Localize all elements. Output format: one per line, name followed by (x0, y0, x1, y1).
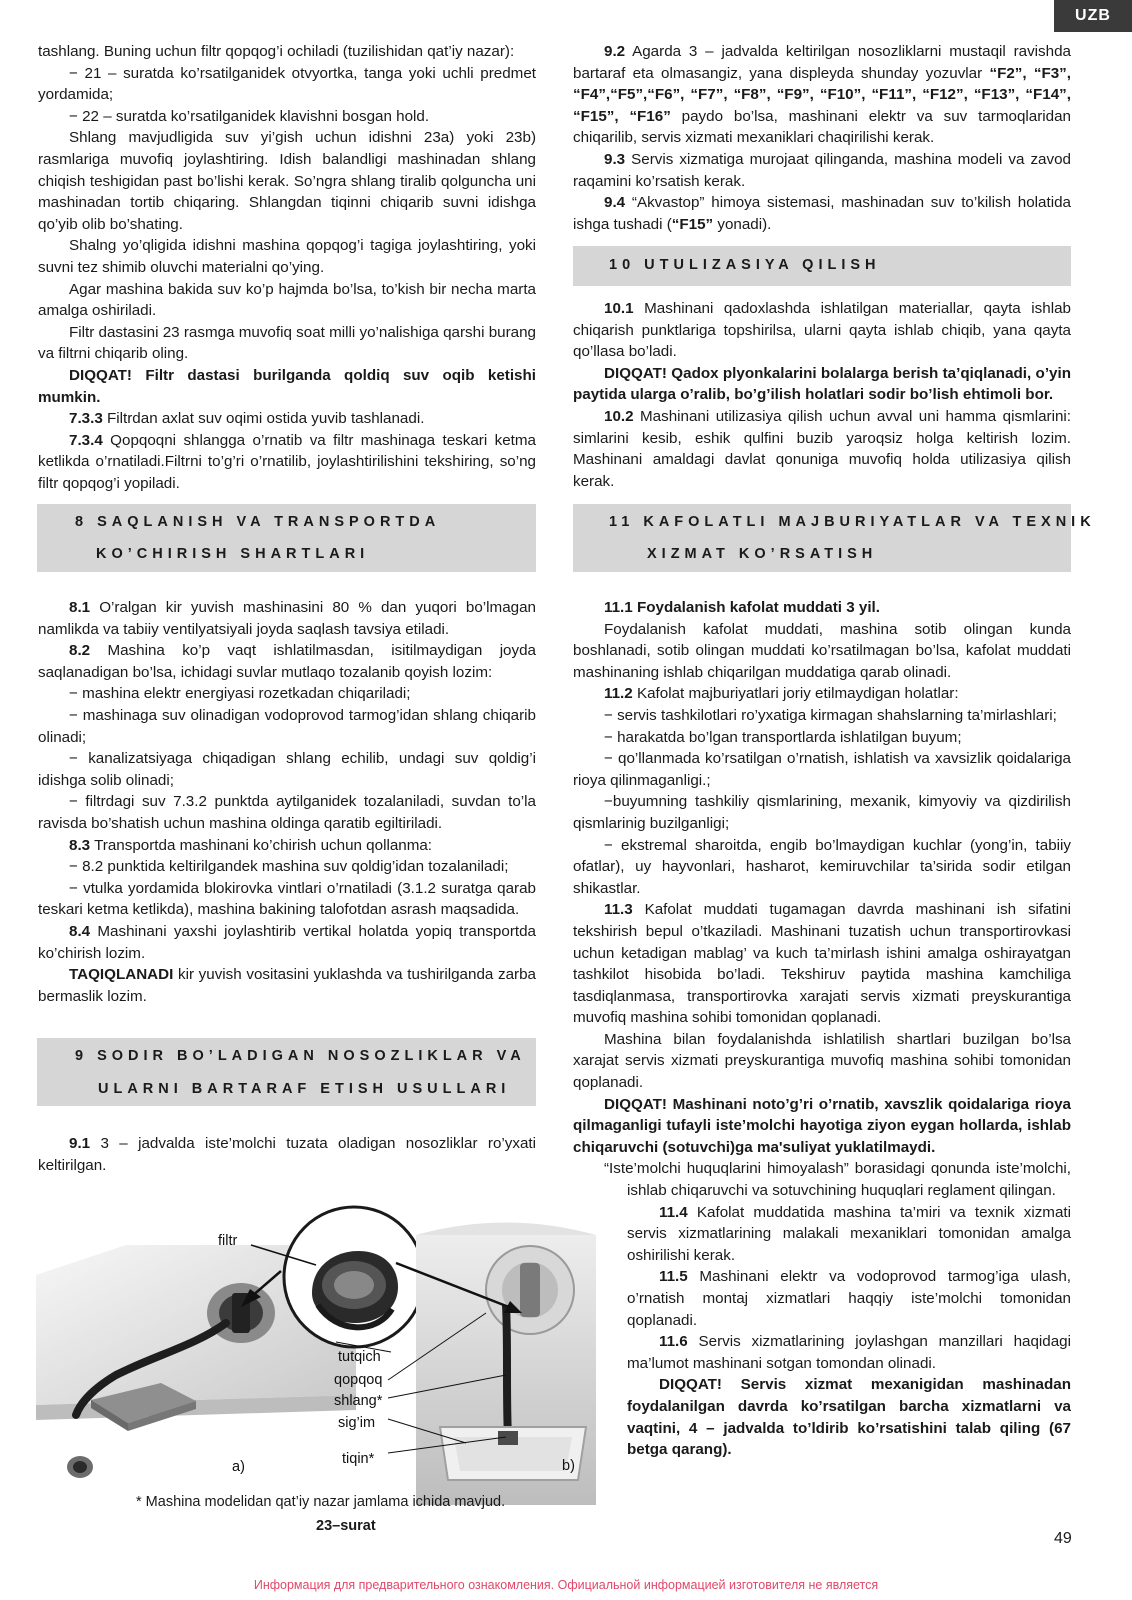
paragraph: Foydalanish kafolat muddati, mashina sotib olingan kunda boshlanadi, sotib olingan muddati ko’rsatilmagan bo’lsa, kafolat muddati mashinaning ishlab chiqarilgan muddatiga qarab olinadi. (573, 620, 1071, 681)
label-sigim: sig’im (338, 1415, 376, 1431)
clause-number: 8.4 (69, 922, 91, 940)
list-item: − 22 – suratda ko’rsatilganidek klavishni bosgan hold. (69, 107, 430, 125)
left-top-text (38, 41, 536, 494)
warning-paragraph: DIQQAT! Filtr dastasi burilganda qoldiq suv oqib ketishi mumkin. (38, 366, 536, 406)
section-11-title-line2: XIZMAT KO’RSATISH (647, 546, 878, 562)
label-tutqich: tutqich (338, 1349, 381, 1365)
section-9-title-line2: ULARNI BARTARAF ETISH USULLARI (98, 1081, 511, 1097)
figure-23-illustration (36, 1205, 596, 1505)
section-9-text (38, 1133, 536, 1176)
paragraph: 10.1 Mashinani qadoxlashda ishlatilgan materiallar, qayta ishlab chiqarish punktlariga topshirilsa, ularni qayta ishlab chiqib, yana qayta qo’llasa bo’ladi. (573, 300, 1071, 361)
clause-number: 10.1 (604, 300, 634, 317)
section-9-heading (37, 1038, 536, 1106)
disclaimer: Информация для предварительного ознакомления. Официальной информацией изготовителя не является (253, 1578, 879, 1592)
section-8-title-line2: KO’CHIRISH SHARTLARI (96, 546, 370, 562)
paragraph: 9.3 Servis xizmatiga murojaat qilinganda, mashina modeli va zavod raqamini ko’rsatish kerak. (573, 150, 1071, 190)
list-item: − mashina elektr energiyasi rozetkadan chiqariladi; (69, 685, 411, 703)
error-codes: “F2”, “F3”, “F4”,“F5”,“F6”, “F7”, “F8”, “F9”, “F10”, “F11”, “F12”, “F13”, “F14”, “F15”, “F16” (573, 64, 1072, 125)
label-b: b) (562, 1458, 575, 1474)
warning-paragraph: DIQQAT! Qadox plyonkalarini bolalarga berish ta’qiqlanadi, o’yin paytida ularga o’ralib, bo’g’ilish holatlari sodir bo’lish ehtimoli bor. (573, 364, 1071, 404)
clause-number: 8.1 (69, 599, 91, 616)
clause-number: 7.3.3 (69, 410, 103, 428)
paragraph: 11.3 Kafolat muddati tugamagan davrda mashinani ish sifatini tekshirish bepul o’tkaziladi. Mashinani tuzatish uchun transportirovkasi uchun ketadigan mablag’ va kuch ta’mirlash ishini amalga oshirayatgan tashkilot hisobida bo’ladi. Tekshiruv paytida mashina kamchiliga tasdiqlanmasa, transportirovka xarajati servis xizmati preyskurantiga muvofiq mashina sohibi tomonidan qoplanadi. (573, 901, 1071, 1027)
clause-number: 11.5 (659, 1268, 688, 1286)
paragraph: Filtr dastasini 23 rasmga muvofiq soat milli yo’nalishiga qarshi burang va filtrni chiqarib oling. (38, 323, 536, 363)
label-a: a) (232, 1459, 245, 1475)
paragraph: 9.4 “Akvastop” himoya sistemasi, mashinadan suv to’kilish holatida ishga tushadi (“F15” yonadi). (573, 194, 1071, 233)
figure-caption: 23–surat (316, 1518, 376, 1534)
paragraph: 8.3 Transportda mashinani ko’chirish uchun qollanma: (69, 836, 433, 854)
section-11-title-line1: 11 KAFOLATLI MAJBURIYATLAR VA TEXNIK (609, 514, 1096, 530)
section-8-title-line1: 8 SAQLANISH VA TRANSPORTDA (75, 514, 441, 530)
section-10-heading (573, 246, 1071, 286)
figure-footnote: * Mashina modelidan qat’iy nazar jamlama ichida mavjud. (136, 1494, 506, 1510)
list-item: − ekstremal sharoitda, engib bo’lmaydigan kuchlar (yong’in, tabiiy ofatlar), uy hayvonlari, hasharot, kemiruvchilar ta’sirida sodir etilgan shikastlar. (573, 836, 1071, 897)
paragraph: 7.3.3 Filtrdan axlat suv oqimi ostida yuvib tashlanadi. (69, 410, 425, 428)
paragraph: “Iste’molchi huquqlarini himoyalash” borasidagi qonunda iste’molchi, ishlab chiqaruvchi va sotuvchining huquqlari reglament qilingan. (604, 1160, 1071, 1200)
warning-paragraph: DIQQAT! Servis xizmat mexanigidan mashinadan foydalanilgan davrda ko’rsatilgan barcha xizmatlarni va vaqtini, 4 – jadvalda to’ldirib ko’rsatishini talab qiling (67 betga qarang). (627, 1376, 1071, 1459)
paragraph: TAQIQLANADI kir yuvish vositasini yuklashda va tushirilganda zarba bermaslik lozim. (38, 966, 536, 1005)
section-11-text (573, 597, 1071, 1461)
paragraph: 8.1 O’ralgan kir yuvish mashinasini 80 % dan yuqori bo’lmagan namlikda va tabiiy ventilyatsiyali joyda saqlash tavsiya etiladi. (38, 599, 536, 638)
label-tiqin: tiqin* (342, 1451, 375, 1467)
list-item: − mashinaga suv olinadigan vodoprovod tarmog’idan shlang chiqarib olinadi; (38, 706, 536, 746)
right-top-text (573, 41, 1071, 235)
paragraph: 9.1 3 – jadvalda iste’molchi tuzata oladigan nosozliklar ro’yxati keltirilgan. (38, 1135, 536, 1174)
paragraph: 7.3.4 Qopqoqni shlangga o’rnatib va filtr mashinaga teskari ketma ketlikda o’rnatiladi.Filtrni to’g’ri o’rnatilib, joylashtirilishini tekshiring, so’ng filtr qopqog’i yopiladi. (38, 431, 536, 492)
warning-paragraph: DIQQAT! Mashinani noto’g’ri o’rnatib, xavszlik qoidalariga rioya qilmaganligi tufayli iste’molchi hayotiga ziyon eygan hollarda, ishlab chiqaruvchi (sotuvchi)ga ma'suliyat yuklatilmaydi. (573, 1095, 1071, 1156)
list-item: − 21 – suratda ko’rsatilganidek otvyortka, tanga yoki uchli predmet yordamida; (38, 64, 536, 104)
clause-number: 8.3 (69, 836, 91, 854)
section-10-title: 10 UTULIZASIYA QILISH (609, 257, 881, 273)
list-item: −buyumning tashkiliy qismlarining, mexanik, kimyoviy va qizdirilish qismlarinig buzilganligi; (573, 793, 1071, 832)
paragraph: 11.2 Kafolat majburiyatlari joriy etilmaydigan holatlar: (604, 685, 959, 703)
paragraph: Mashina bilan foydalanishda ishlatilish shartlari buzilgan bo’lsa xarajat servis xizmati preyskurantiga muvofiq mashina sohibi tomonidan qoplanadi. (573, 1030, 1071, 1092)
label-shlang: shlang* (334, 1393, 383, 1409)
section-9-title-line1: 9 SODIR BO’LADIGAN NOSOZLIKLAR VA (75, 1048, 526, 1064)
section-8-text (38, 597, 536, 1007)
paragraph: 11.1 Foydalanish kafolat muddati 3 yil. (604, 599, 880, 616)
paragraph: 11.5 Mashinani elektr va vodoprovod tarmog’iga ulash, o’rnatish montaj xizmatlari haqqiy iste’molchi tomonidan qoplanadi. (627, 1268, 1071, 1329)
error-code: “F15” (671, 215, 714, 233)
hose-b (506, 1305, 508, 1437)
paragraph: Agar mashina bakida suv ko’p hajmda bo’lsa, to’kish bir necha marta amalga oshiriladi. (38, 280, 536, 320)
paragraph: 10.2 Mashinani utilizasiya qilish uchun avval uni hamma qismlarini: simlarini kesib, eshik qulfini buzib yaroqsiz holga keltirish lozim. Mashinani amaldagi davlat qonuniga muvofiq holda utilizasiya qilish kerak. (573, 407, 1071, 490)
list-item: − 8.2 punktida keltirilgandek mashina suv qoldig’idan tozalaniladi; (69, 858, 509, 876)
prohibition-label: TAQIQLANADI (69, 966, 174, 984)
clause-number: 11.2 (604, 685, 633, 703)
clause-number: 9.4 (604, 194, 626, 212)
clause-number: 8.2 (69, 642, 91, 660)
clause-number: 10.2 (604, 407, 634, 425)
clause-number: 9.1 (69, 1135, 91, 1152)
paragraph: 8.2 Mashina ko’p vaqt ishlatilmasdan, isitilmaydigan joyda saqlanadigan bo’lsa, ichidagi suvlar mutlaqo tozalanib qoyish lozim: (38, 642, 536, 681)
clause-number: 7.3.4 (69, 431, 103, 449)
label-filtr: filtr (218, 1233, 238, 1249)
paragraph: tashlang. Buning uchun filtr qopqog’i ochiladi (tuzilishidan qat’iy nazar): (38, 43, 515, 60)
list-item: − filtrdagi suv 7.3.2 punktda aytilganidek tozalaniladi, suvdan to’la ravisda bo’shatish uchun mashina oldinga qaratib egiltiriladi. (38, 793, 536, 832)
paragraph: 11.4 Kafolat muddatida mashina ta’miri va texnik xizmati servis xizmatlarining malakali mexaniklari tomonidan amalga oshirilishi kerak. (627, 1203, 1071, 1264)
language-tag: UZB (1054, 0, 1132, 32)
paragraph: 9.2 Agarda 3 – jadvalda keltirilgan nosozliklarni mustaqil ravishda bartaraf eta olmasangiz, yana displeyda shunday yozuvlar “F2”, “F3”, “F4”,“F5”,“F6”, “F7”, “F8”, “F9”, “F10”, “F11”, “F12”, “F13”, “F14”, “F15”, “F16” paydo bo’lsa, mashinani elektr va suv tarmoqlaridan chiqarilib, servis xizmati mexaniklari chaqirilishi kerak. (573, 43, 1072, 147)
page-number: 49 (1054, 1530, 1072, 1547)
list-item: − servis tashkilotlari ro’yxatiga kirmagan shahslarning ta’mirlashlari; (604, 706, 1057, 724)
list-item: − qo’llanmada ko’rsatilgan o’rnatish, ishlatish va xavsizlik qoidalariga rioya qilinmaganligi.; (573, 750, 1071, 789)
figure-23 (36, 1205, 596, 1505)
paragraph: 8.4 Mashinani yaxshi joylashtirib vertikal holatda yopiq transportda ko’chirish lozim. (38, 922, 536, 962)
section-11-heading (573, 504, 1096, 572)
section-10-text (573, 298, 1071, 492)
paragraph: 11.6 Servis xizmatlarining joylashgan manzillari haqidagi ma’lumot mashinani sotgan tomondan olinadi. (627, 1333, 1071, 1372)
clause-number: 9.2 (604, 43, 626, 60)
list-item: − kanalizatsiyaga chiqadigan shlang echilib, undagi suv qoldig’i idishga solib olinadi; (38, 750, 536, 789)
clause-number: 11.4 (659, 1203, 688, 1221)
clause-number: 11.6 (659, 1333, 688, 1351)
paragraph: Shalng yo’qligida idishni mashina qopqog’i tagiga joylashtiring, yoki suvni tez shimib oluvchi materialni qo’ying. (38, 237, 536, 276)
list-item: − harakatda bo’lgan transportlarda ishlatilgan buyum; (604, 728, 962, 746)
section-8-heading (37, 504, 536, 572)
clause-number: 9.3 (604, 150, 626, 168)
clause-number: 11.3 (604, 901, 633, 919)
list-item: − vtulka yordamida blokirovka vintlari o’rnatiladi (3.1.2 suratga qarab teskari ketma ketlikda), mashina bakining talofotdan asrash maqsadida. (38, 879, 536, 919)
label-qopqoq: qopqoq (334, 1372, 383, 1388)
paragraph: Shlang mavjudligida suv yi’gish uchun idishni 23a) yoki 23b) rasmlariga muvofiq joylashtiring. Idish balandligi mashinadan shlang chiqish teshigidan past bo’lishi kerak. So’ngra shlang tiralib qolguncha uni mashinadan tortib chiqaring. Shlangdan tiqinni chiqarib suvni idishga qo’yib olib bo’shating. (38, 129, 536, 233)
